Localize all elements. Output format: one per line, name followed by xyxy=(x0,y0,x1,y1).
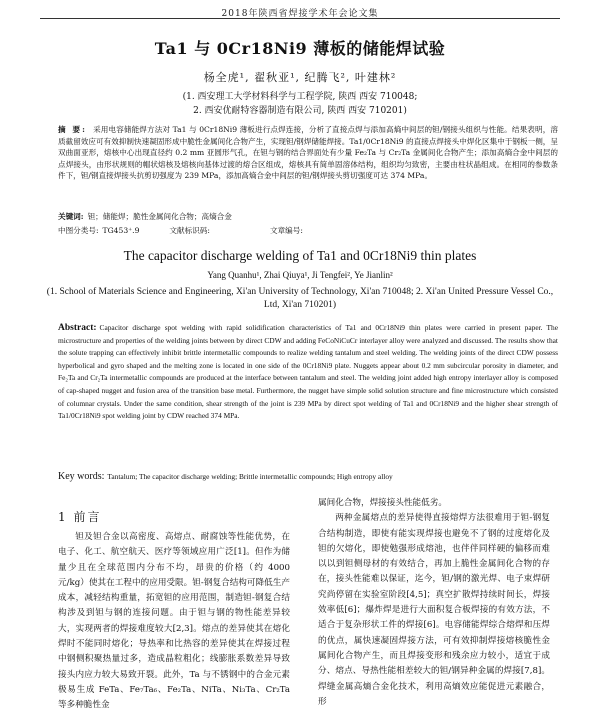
english-keywords-text: Tantalum; The capacitor discharge welding; Brittle intermetallic compounds; High entropy alloy xyxy=(107,472,393,481)
english-keywords-label: Key words: xyxy=(58,471,105,482)
english-keywords xyxy=(58,471,558,482)
body-paragraph: 两种金属熔点的差异使得直接熔焊方法很难用于钽-钢复合结构制造，即使有能实现焊接也避免不了钢的过度熔化及钽的欠熔化，即使勉强形成熔池，也伴伴同样硬的偏移而难以以到钽侧母材的有效结合，再加上脆性金属间化合物的存在，接头性能难以保证，迄今，钽/钢的激光焊、电子束焊研究尚停留在实验室阶段[4,5]；真空扩散焊持续时间长，焊接效率低[6]；爆炸焊是进行大面积复合板焊接的有效方法，不适合于复杂形状工件的焊接[6]。电容储能焊综合熔焊和压焊的优点，属快速凝固焊接方法，可有效抑制焊接熔核脆性金属间化合物产生，而且焊接变形和残余应力较小，适宜于成分、熔点、导热性能相差较大的钽/钢异种金属的焊接[7,8]。焊缝金属高熵合金化技术，利用高熵效应能促进元素融合，形 xyxy=(318,513,550,707)
english-abstract-text: Capacitor discharge spot welding with rapid solidification characteristics of Ta1 and 0Cr18Ni9 thin plates were carried in present paper. The microstructure and properties of the welding joints between by direct CDW and adding FeCoNiCuCr interlayer alloy were analyzed and discussed. The results show that the solute trapping can effectively inhibit brittle intermetallic compounds to realize welding tantalum and steel welding. The welding joints of the direct CDW possess hyperbolical and gyro shaped and the melting zone is located in one side of the 0Cr18Ni9 plate. Nuggets appear about 0.2 mm subcircular porosity in diameter, and Fe₂Ta and Cr₂Ta intermetallic compounds are produced at the interface between tantalum and steel. The welding joint added high entropy interlayer alloy is composed of cap-shaped nugget and fusion area of the transition base metal. Furthermore, the nugget have simple solid solution structure and fine microstructure which consisted of columnar crystals. Under the same condition, shear strength of the joint is 239 MPa by direct spot welding of Ta1 and 0Cr18Ni9 and the higher shear strength of Ta1/0Cr18Ni9 spot welding joint by CDW reached 374 MPa. xyxy=(58,323,558,421)
chinese-keywords xyxy=(58,212,248,222)
clc-code: TG453⁺.9 xyxy=(102,226,140,235)
chinese-abstract-label: 摘 要: xyxy=(58,125,87,134)
english-authors: Yang Quanhu¹, Zhai Qiuya¹, Ji Tengfei², Ye Jianlin² xyxy=(207,270,393,280)
chinese-classification-line xyxy=(58,226,319,236)
body-column-right xyxy=(318,496,550,710)
chinese-keywords-label: 关键词: xyxy=(58,212,84,221)
english-title: The capacitor discharge welding of Ta1 and 0Cr18Ni9 thin plates xyxy=(123,248,477,263)
chinese-affiliation-2: 2. 西安优耐特容器制造有限公司, 陕西 西安 710201) xyxy=(193,106,407,116)
body-column-left xyxy=(58,530,290,714)
header-rule xyxy=(40,18,560,19)
page-header: 2018年陕西省焊接学术年会论文集 xyxy=(221,9,379,19)
chinese-keywords-text: 钽；储能焊；脆性金属间化合物；高熵合金 xyxy=(87,212,232,221)
english-abstract xyxy=(58,322,558,423)
chinese-abstract-text: 采用电容储能焊方法对 Ta1 与 0Cr18Ni9 薄板进行点焊连接，分析了直接点焊与添加高熵中间层的钽/钢接头组织与性能。结果表明，溶质截留效应可有效抑制快速凝固形成中脆性金属间化合物产生，实现钽/钢焊储能焊接。Ta1/0Cr18Ni9 的直接点焊接头中焊化区集中于钢板一侧，呈双曲面亚形，熔核中心出现直径约 0.2 mm 亚圆形气孔，在钽与钢的结合界面处有少量 Fe₂Ta 与 Cr₂Ta 金属间化合物产生；添加高熵合金中间层的点焊接头，由形状规则的帽状熔核及熔核向基体过渡的熔合区组成，熔核具有简单固溶体结构，组织均匀致密，主要由柱状晶组成。在相同的参数条件下，钽/钢直接焊接头抗剪切强度为 239 MPa，添加高熵合金中间层的钽/钢焊接头剪切强度可达 374 MPa。 xyxy=(58,125,558,180)
chinese-title: Ta1 与 0Cr18Ni9 薄板的储能焊试验 xyxy=(154,39,446,58)
article-id-label: 文章编号: xyxy=(269,226,303,235)
section-heading-introduction: 1 前言 xyxy=(58,510,102,524)
doc-code-label: 文献标识码: xyxy=(169,226,210,235)
english-abstract-label: Abstract: xyxy=(58,323,97,333)
body-paragraph: 钽及钽合金以高密度、高熔点、耐腐蚀等性能优势，在电子、化工、航空航天、医疗等领域应用广泛[1]。但作为储量少且在全球范围内分布不均，昂贵的价格（约 4000 元/kg）使其在工程中的应用受限。钽-钢复合结构可降低生产成本，减轻结构重量，拓宽钽的应用范围，制造钽-钢复合结构涉及到钽与钢的连接问题。由于钽与钢的物性能差异较大，实现两者的焊接难度较大[2,3]。熔点的差异使其在熔化焊时不能同时熔化；导热率和比热容的差异使其在焊接过程中钢侧积聚热量过多，造成晶粒粗化；线膨胀系数差异导致接头内应力较大易致开裂。此外，Ta 与不锈钢中的合金元素极易生成 FeTa、Fe₇Ta₆、Fe₂Ta、NiTa、Ni₃Ta、Cr₂Ta 等多种脆性金 xyxy=(58,532,290,711)
english-affiliation: (1. School of Materials Science and Engineering, Xi'an University of Technology, Xi'an 710048; 2. Xi'an United Pressure Vessel Co., Ltd, Xi'an 710201) xyxy=(46,287,554,310)
body-paragraph: 属间化合物，焊接接头性能低劣。 xyxy=(318,498,447,508)
chinese-affiliation-1: (1. 西安理工大学材料科学与工程学院, 陕西 西安 710048; xyxy=(182,92,418,102)
clc-label: 中图分类号: xyxy=(58,226,99,235)
chinese-authors: 杨全虎¹, 翟秋亚¹, 纪腾飞², 叶建林² xyxy=(203,71,397,84)
chinese-abstract xyxy=(58,124,558,182)
